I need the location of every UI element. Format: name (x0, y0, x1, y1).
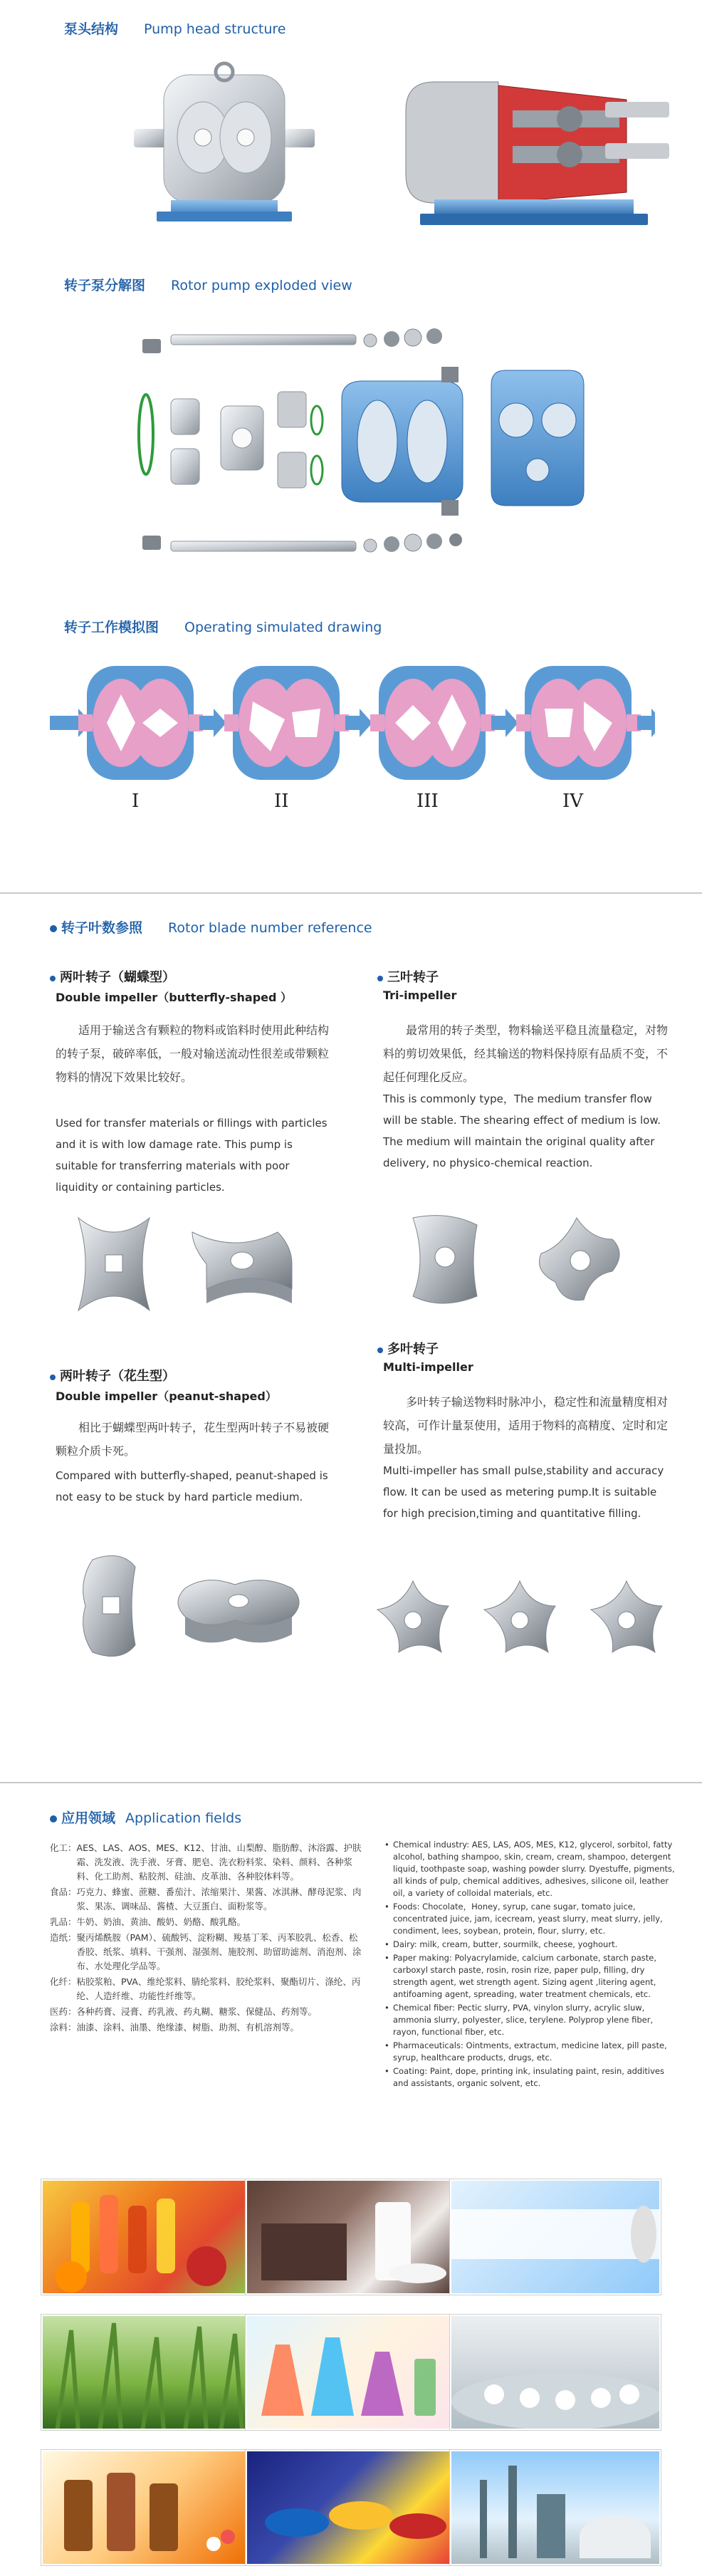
rotor-butterfly-illustration (64, 1204, 320, 1325)
bullet-icon (377, 1347, 383, 1353)
rotor-operating-stages-illustration (50, 652, 655, 794)
blade-title-double-peanut: 两叶转子（花生型） Double impeller（peanut-shaped） (50, 1366, 335, 1404)
list-item: • Foods: Chocolate，Honey, syrup, cane sugar, tomato juice, concentrated juice, jam, icecream, yeast slurry, meat slurry, jelly, condiment, lees, soybean, protein, flour, slurry, etc. (384, 1902, 663, 1936)
title-zh: 应用领域 (61, 1810, 116, 1826)
section-title-simulated (64, 617, 382, 636)
application-list-en (384, 1839, 680, 2091)
list-item: • Chemical industry: AES, LAS, AOS, MES, K12, glycerol, sorbitol, fatty alcohol, bathing shampoo, skin, cream, cream, shampoo, detergent liquid, toothpaste soap, washing powder slurry. Dyestuffe, pigments, all kinds of pulp, chemical additives, adhesives, silicone oil, leather oil, a variety of colloidal materials, etc. (384, 1840, 675, 1898)
list-item: 化纤： 粘胶浆粕、PVA、维纶浆料、腈纶浆料、胶纶浆料、聚酯切片、涤纶、丙纶、人造纤维、功能性纤维等。 (50, 1976, 361, 2001)
pump-head-front-illustration (128, 61, 320, 231)
photo-refinery (450, 2450, 661, 2565)
section-title-pump-head (64, 19, 286, 38)
list-item: 食品： 巧克力、蜂蜜、蔗糖、番茄汁、浓缩果汁、果酱、冰淇淋、酵母泥浆、肉浆、果冻、调味品、酱楂、大豆蛋白、面粉浆等。 (50, 1887, 362, 1912)
blade-desc-en-tri: This is commonly type，The medium transfer flow will be stable. The shearing effect of medium is low. The medium will maintain the original quality after delivery, no physico-chemical reaction. (383, 1093, 661, 1169)
title-zh: 泵头结构 (64, 21, 119, 37)
title-zh: 转子工作模拟图 (64, 620, 159, 635)
photo-lab-chemicals (246, 2315, 456, 2430)
list-item: • Coating: Paint, dope, printing ink, insulating paint, resin, additives and assistants, organic solvent, etc. (384, 2066, 664, 2088)
blade-desc-zh-multi: 多叶转子输送物料时脉冲小，稳定性和流量精度相对较高，可作计量泵使用，适用于物料的高精度、定时和定量投加。 (383, 1395, 669, 1456)
photo-textile-spools (450, 2315, 661, 2430)
stage-1 (50, 666, 226, 780)
stage-label-4: IV (562, 791, 584, 812)
title-en: Application fields (125, 1810, 242, 1826)
bullet-icon (377, 976, 383, 981)
stage-3 (370, 666, 518, 780)
stage-4 (516, 666, 655, 780)
title-en: Operating simulated drawing (184, 620, 382, 635)
blade-title-tri: 三叶转子 Tri-impeller (377, 967, 676, 1002)
list-item: 造纸： 聚丙烯酰胺（PAM）、硫酸钙、淀粉糊、羧基丁苯、丙苯胶乳、松香、松香胶、纸浆、填料、干强剂、湿强剂、施胶剂、助留助滤剂、消泡剂、涂布、水处理化学品等。 (50, 1932, 362, 1971)
stage-2 (224, 666, 372, 780)
rotor-tri-illustration (392, 1204, 662, 1318)
list-item: • Pharmaceuticals: Ointments, extractum, medicine latex, pill paste, syrup, healthcare products, drugs, etc. (384, 2040, 667, 2063)
list-item: • Dairy: milk, cream, butter, sourmilk, cheese, yoghourt. (384, 1939, 618, 1949)
section-title-blade (50, 917, 372, 937)
title-en: Pump head structure (144, 21, 286, 37)
blade-title-multi: 多叶转子 Multi-impeller (377, 1339, 676, 1374)
blade-title-double-butterfly: 两叶转子（蝴蝶型） Double impeller（butterfly-shaped ） (50, 967, 335, 1005)
blade-desc-en-multi: Multi-impeller has small pulse,stability and accuracy flow. It can be used as metering pump.It is suitable for high precision,timing and quantitative filling. (383, 1464, 664, 1520)
bullet-icon (50, 976, 56, 981)
list-item: 乳品： 牛奶、奶油、黄油、酸奶、奶酪、酸乳酪。 (50, 1917, 246, 1927)
list-item: 涂料： 油漆、涂料、油墨、绝缘漆、树脂、助剂、有机溶剂等。 (50, 2022, 300, 2033)
blade-desc-zh-double-peanut: 相比于蝴蝶型两叶转子，花生型两叶转子不易被硬颗粒介质卡死。 (56, 1421, 330, 1458)
photo-paper-roll (450, 2179, 661, 2295)
divider (0, 892, 702, 894)
title-zh: 转子叶数参照 (61, 920, 143, 936)
rotor-peanut-illustration (64, 1545, 320, 1667)
photo-chocolate-milk (246, 2179, 456, 2295)
photo-plants (41, 2315, 252, 2430)
list-item: 化工： AES、LAS、AOS、MES、K12、甘油、山梨醇、脂肪醇、沐浴露、护肤霜、洗发液、洗手液、牙膏、肥皂、洗衣粉料浆、染料、颜料、各种浆料、化工助剂、粘胶剂、硅油、皮革油、各种胶体料等。 (50, 1842, 362, 1882)
photo-medicine-bottles (41, 2450, 252, 2565)
bullet-icon (50, 1375, 56, 1380)
photo-paint-cans (246, 2450, 456, 2565)
rotor-multi-illustration (363, 1567, 676, 1674)
blade-desc-zh-tri: 最常用的转子类型，物料输送平稳且流量稳定，对物料的剪切效果低，经其输送的物料保持原有品质不变，不起任何理化反应。 (383, 1023, 669, 1084)
blade-desc-zh-double-butterfly: 适用于输送含有颗粒的物料或馅料时使用此种结构的转子泵，破碎率低，一般对输送流动性很差或带颗粒物料的情况下效果比较好。 (56, 1023, 330, 1084)
divider (0, 1782, 702, 1783)
exploded-parts-illustration (128, 313, 598, 584)
application-list-zh (50, 1841, 363, 2036)
title-zh: 转子泵分解图 (64, 278, 146, 293)
bullet-icon (50, 1815, 57, 1823)
blade-desc-en-double-peanut: Compared with butterfly-shaped, peanut-shaped is not easy to be stuck by hard particle medium. (56, 1469, 328, 1503)
pump-cutaway-illustration (392, 68, 683, 235)
list-item: • Paper making: Polyacrylamide, calcium carbonate, starch paste, carboxyl starch paste, rosin, rosin rize, paper pulp, filling, dry strength agent, wet strength agent. Sizing agent ,litering agent, antifoaming agent, spreading, water treatment chemicals, etc. (384, 1953, 656, 1999)
list-item: 医药： 各种药膏、浸膏、药乳液、药丸糊、糖浆、保健品、药剂等。 (50, 2006, 318, 2017)
list-item: • Chemical fiber: Pectic slurry, PVA, vinylon slurry, acrylic sluw, ammonia slurry, polyester, slice, terylene. Polyprop ylene fiber, rayon, functional fiber, etc. (384, 2003, 654, 2037)
stage-label-1: I (132, 791, 140, 812)
section-title-exploded (64, 275, 352, 294)
section-title-application (50, 1808, 241, 1827)
blade-desc-en-double-butterfly: Used for transfer materials or fillings with particles and it is with low damage rate. This pump is suitable for transferring materials with poor liquidity or containing particles. (56, 1117, 328, 1194)
bullet-icon (50, 925, 57, 932)
stage-label-3: III (417, 791, 439, 812)
title-en: Rotor pump exploded view (171, 278, 352, 293)
title-en: Rotor blade number reference (168, 920, 372, 936)
photo-juices (41, 2179, 252, 2295)
stage-label-2: II (274, 791, 289, 812)
